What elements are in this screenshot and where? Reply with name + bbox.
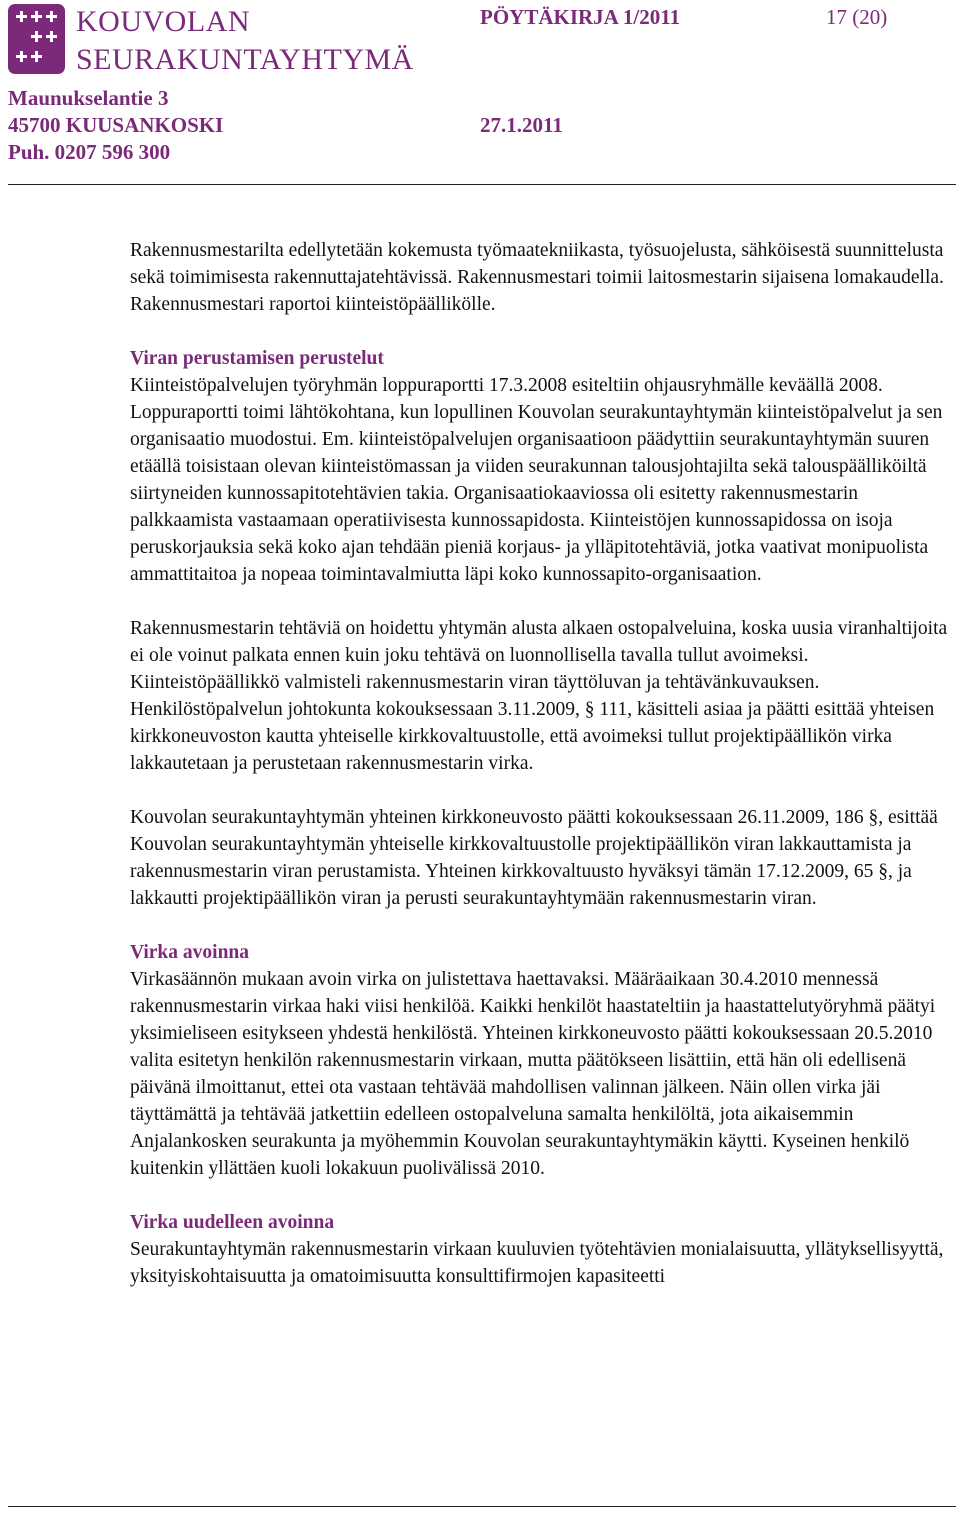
- phone-number: Puh. 0207 596 300: [8, 140, 171, 164]
- paragraph-vacancy: Virkasäännön mukaan avoin virka on julistettava haettavaksi. Määräaikaan 30.4.2010 mennessä rakennusmestarin virkaa haki viisi henkilöä. Kaikki henkilöt haastateltiin ja haastattelutyöryhmä päätyi yksimieliseen esitykseen yhdestä henkilöstä. Yhteinen kirkkoneuvosto päätti kokouksessaan 20.5.2010 valita esitetyn henkilön rakennusmestarin virkaan, mutta päätökseen lisättiin, että hän oli edellisenä päivänä ilmoittanut, ettei ota vastaan tehtävää mahdollisen valinnan jälkeen. Näin ollen virka jäi täyttämättä ja tehtävää jatkettiin edelleen ostopalveluna samalta henkilöltä, jota aikaisemmin Anjalankosken seurakunta ja myöhemmin Kouvolan seurakuntayhtymäkin käytti. Kyseinen henkilö kuitenkin yllättäen kuoli lokakuun puolivälissä 2010.: [130, 969, 936, 1179]
- address-city: 45700 KUUSANKOSKI: [8, 113, 224, 137]
- document-title: PÖYTÄKIRJA 1/2011: [480, 5, 681, 29]
- document-header: [0, 0, 960, 190]
- paragraph-history: Rakennusmestarin tehtäviä on hoidettu yhtymän alusta alkaen ostopalveluina, koska uusia viranhaltijoita ei ole voinut palkata ennen kuin joku tehtävä on luonnollisella tavalla tullut avoimeksi. Kiinteistöpäällikkö valmisteli rakennusmestarin viran täyttöluvan ja tehtävänkuvauksen. Henkilöstöpalvelun johtokunta kokouksessaan 3.11.2009, § 111, käsitteli asiaa ja päätti esittää yhteisen kirkkoneuvoston kautta yhteiselle kirkkovaltuustolle, että avoimeksi tullut projektipäällikön virka lakkautetaan ja perustetaan rakennusmestarin virka.: [130, 618, 948, 774]
- paragraph-council-decision: Kouvolan seurakuntayhtymän yhteinen kirkkoneuvosto päätti kokouksessaan 26.11.2009, 186 §, esittää Kouvolan seurakuntayhtymän yhteiselle kirkkovaltuustolle projektipäällikön viran lakkauttamista ja rakennusmestarin viran perustamista. Yhteinen kirkkovaltuusto hyväksyi tämän 17.12.2009, 65 §, ja lakkautti projektipäällikön viran ja perusti seurakuntayhtymään rakennusmestarin viran.: [130, 807, 938, 909]
- section-title-justification: Viran perustamisen perustelut: [130, 348, 384, 369]
- section-title-vacancy: Virka avoinna: [130, 942, 250, 963]
- paragraph-requirements: Rakennusmestarilta edellytetään kokemusta työmaatekniikasta, työsuojelusta, sähköisestä suunnittelusta sekä toimimisesta rakennuttajatehtävissä. Rakennusmestari toimii laitosmestarin sijaisena lomakaudella. Rakennusmestari raportoi kiinteistöpäällikölle.: [130, 240, 944, 315]
- section-title-vacancy-again: Virka uudelleen avoinna: [130, 1212, 335, 1233]
- document-date: 27.1.2011: [480, 113, 563, 137]
- address-street: Maunukselantie 3: [8, 86, 169, 110]
- paragraph-justification: Kiinteistöpalvelujen työryhmän loppuraportti 17.3.2008 esiteltiin ohjausryhmälle keväällä 2008. Loppuraportti toimi lähtökohtana, kun lopullinen Kouvolan seurakuntayhtymän kiinteistöpalvelut ja sen organisaatio muodostui. Em. kiinteistöpalvelujen organisaatioon päädyttiin seurakuntayhtymän suuren etäällä toisistaan olevan kiinteistömassan ja viiden seurakunnan talousjohtajilta sekä talouspäälliköiltä siirtyneiden kunnossapitotehtävien takia. Organisaatiokaaviossa oli esitetty rakennusmestarin palkkaamista vastaamaan operatiivisesta kunnossapidosta. Kiinteistöjen kunnossapidossa on isoja peruskorjauksia sekä koko ajan tehdään pieniä korjaus- ja ylläpitotehtäviä, jotka vaativat monipuolista ammattitaitoa ja nopeaa toimintavalmiutta läpi koko kunnossapito-organisaation.: [130, 375, 943, 585]
- org-name-line2: SEURAKUNTAYHTYMÄ: [76, 43, 414, 76]
- footer-divider: [8, 1506, 956, 1507]
- crosses-logo-icon: [8, 4, 65, 74]
- org-name-line1: KOUVOLAN: [76, 5, 250, 38]
- document-body: [130, 237, 960, 1290]
- paragraph-vacancy-again: Seurakuntayhtymän rakennusmestarin virkaan kuuluvien työtehtävien monialaisuutta, yllätyksellisyyttä, yksityiskohtaisuutta ja omatoimisuutta konsulttifirmojen kapasiteetti: [130, 1239, 944, 1287]
- page-number: 17 (20): [826, 5, 888, 29]
- header-divider: [8, 184, 956, 185]
